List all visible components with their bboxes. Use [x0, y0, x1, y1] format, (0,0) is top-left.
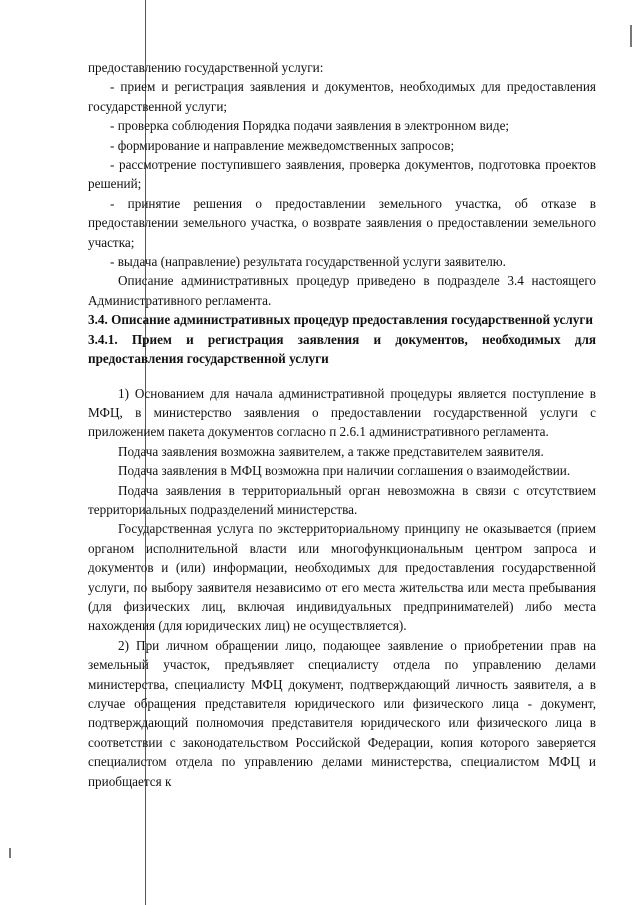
paragraph: - рассмотрение поступившего заявления, проверка документов, подготовка проектов решений;: [88, 157, 596, 192]
paragraph: Подача заявления в территориальный орган невозможна в связи с отсутствием территориальных подразделений министерства.: [88, 482, 596, 517]
paragraph: - принятие решения о предоставлении земельного участка, об отказе в предоставлении земельного участка, о возврате заявления о предоставлении земельного участка;: [88, 195, 596, 250]
paragraph: предоставлению государственной услуги:: [88, 60, 324, 75]
paragraph: Описание административных процедур приведено в подразделе 3.4 настоящего Административного регламента.: [88, 273, 596, 308]
paragraph: Государственная услуга по экстерриториальному принципу не оказывается (прием органом исполнительной власти или многофункциональным центром запроса и документов и (или) информации, необходимых для предоставления государственной услуги, по выбору заявителя независимо от его места жительства или места пребывания (для физических лиц, включая индивидуальных предпринимателей) либо места нахождения (для юридических лиц) не осуществляется).: [88, 521, 596, 634]
scan-edge-mark: [630, 25, 632, 47]
paragraph: - выдача (направление) результата государственной услуги заявителю.: [110, 254, 506, 270]
paragraph: 2) При личном обращении лицо, подающее заявление о приобретении прав на земельный участок, предъявляет специалисту отдела по управлению делами министерства, специалисту МФЦ документ, подтверждающий личность заявителя, а в случае обращения представителя юридического или физического лица - документ, подтверждающий полномочия представителя юридического или физического лица в соответствии с законодательством Российской Федерации, копия которого заверяется специалистом отдела по управлению делами министерства, специалистом МФЦ и приобщается к: [88, 637, 596, 789]
document-page: [88, 58, 596, 791]
paragraph: - проверка соблюдения Порядка подачи заявления в электронном виде;: [110, 118, 510, 134]
paragraph: Подача заявления в МФЦ возможна при наличии соглашения о взаимодействии.: [118, 463, 571, 479]
procedure-body: [88, 384, 596, 792]
paragraph: - прием и регистрация заявления и документов, необходимых для предоставления государственной услуги;: [88, 79, 596, 114]
paragraph: 1) Основанием для начала административной процедуры является поступление в МФЦ, в министерство заявления о предоставлении государственной услуги с приложением пакета документов согласно п 2.6.1 административного регламента.: [88, 385, 596, 440]
section-heading: 3.4. Описание административных процедур предоставления государственной услуги: [88, 312, 593, 328]
subsection-heading: 3.4.1. Прием и регистрация заявления и документов, необходимых для предоставления государственной услуги: [88, 331, 596, 367]
paragraph: Подача заявления возможна заявителем, а также представителем заявителя.: [118, 443, 544, 459]
paragraph: - формирование и направление межведомственных запросов;: [110, 137, 455, 153]
scan-edge-mark: [9, 848, 11, 858]
procedure-list: [88, 58, 596, 310]
